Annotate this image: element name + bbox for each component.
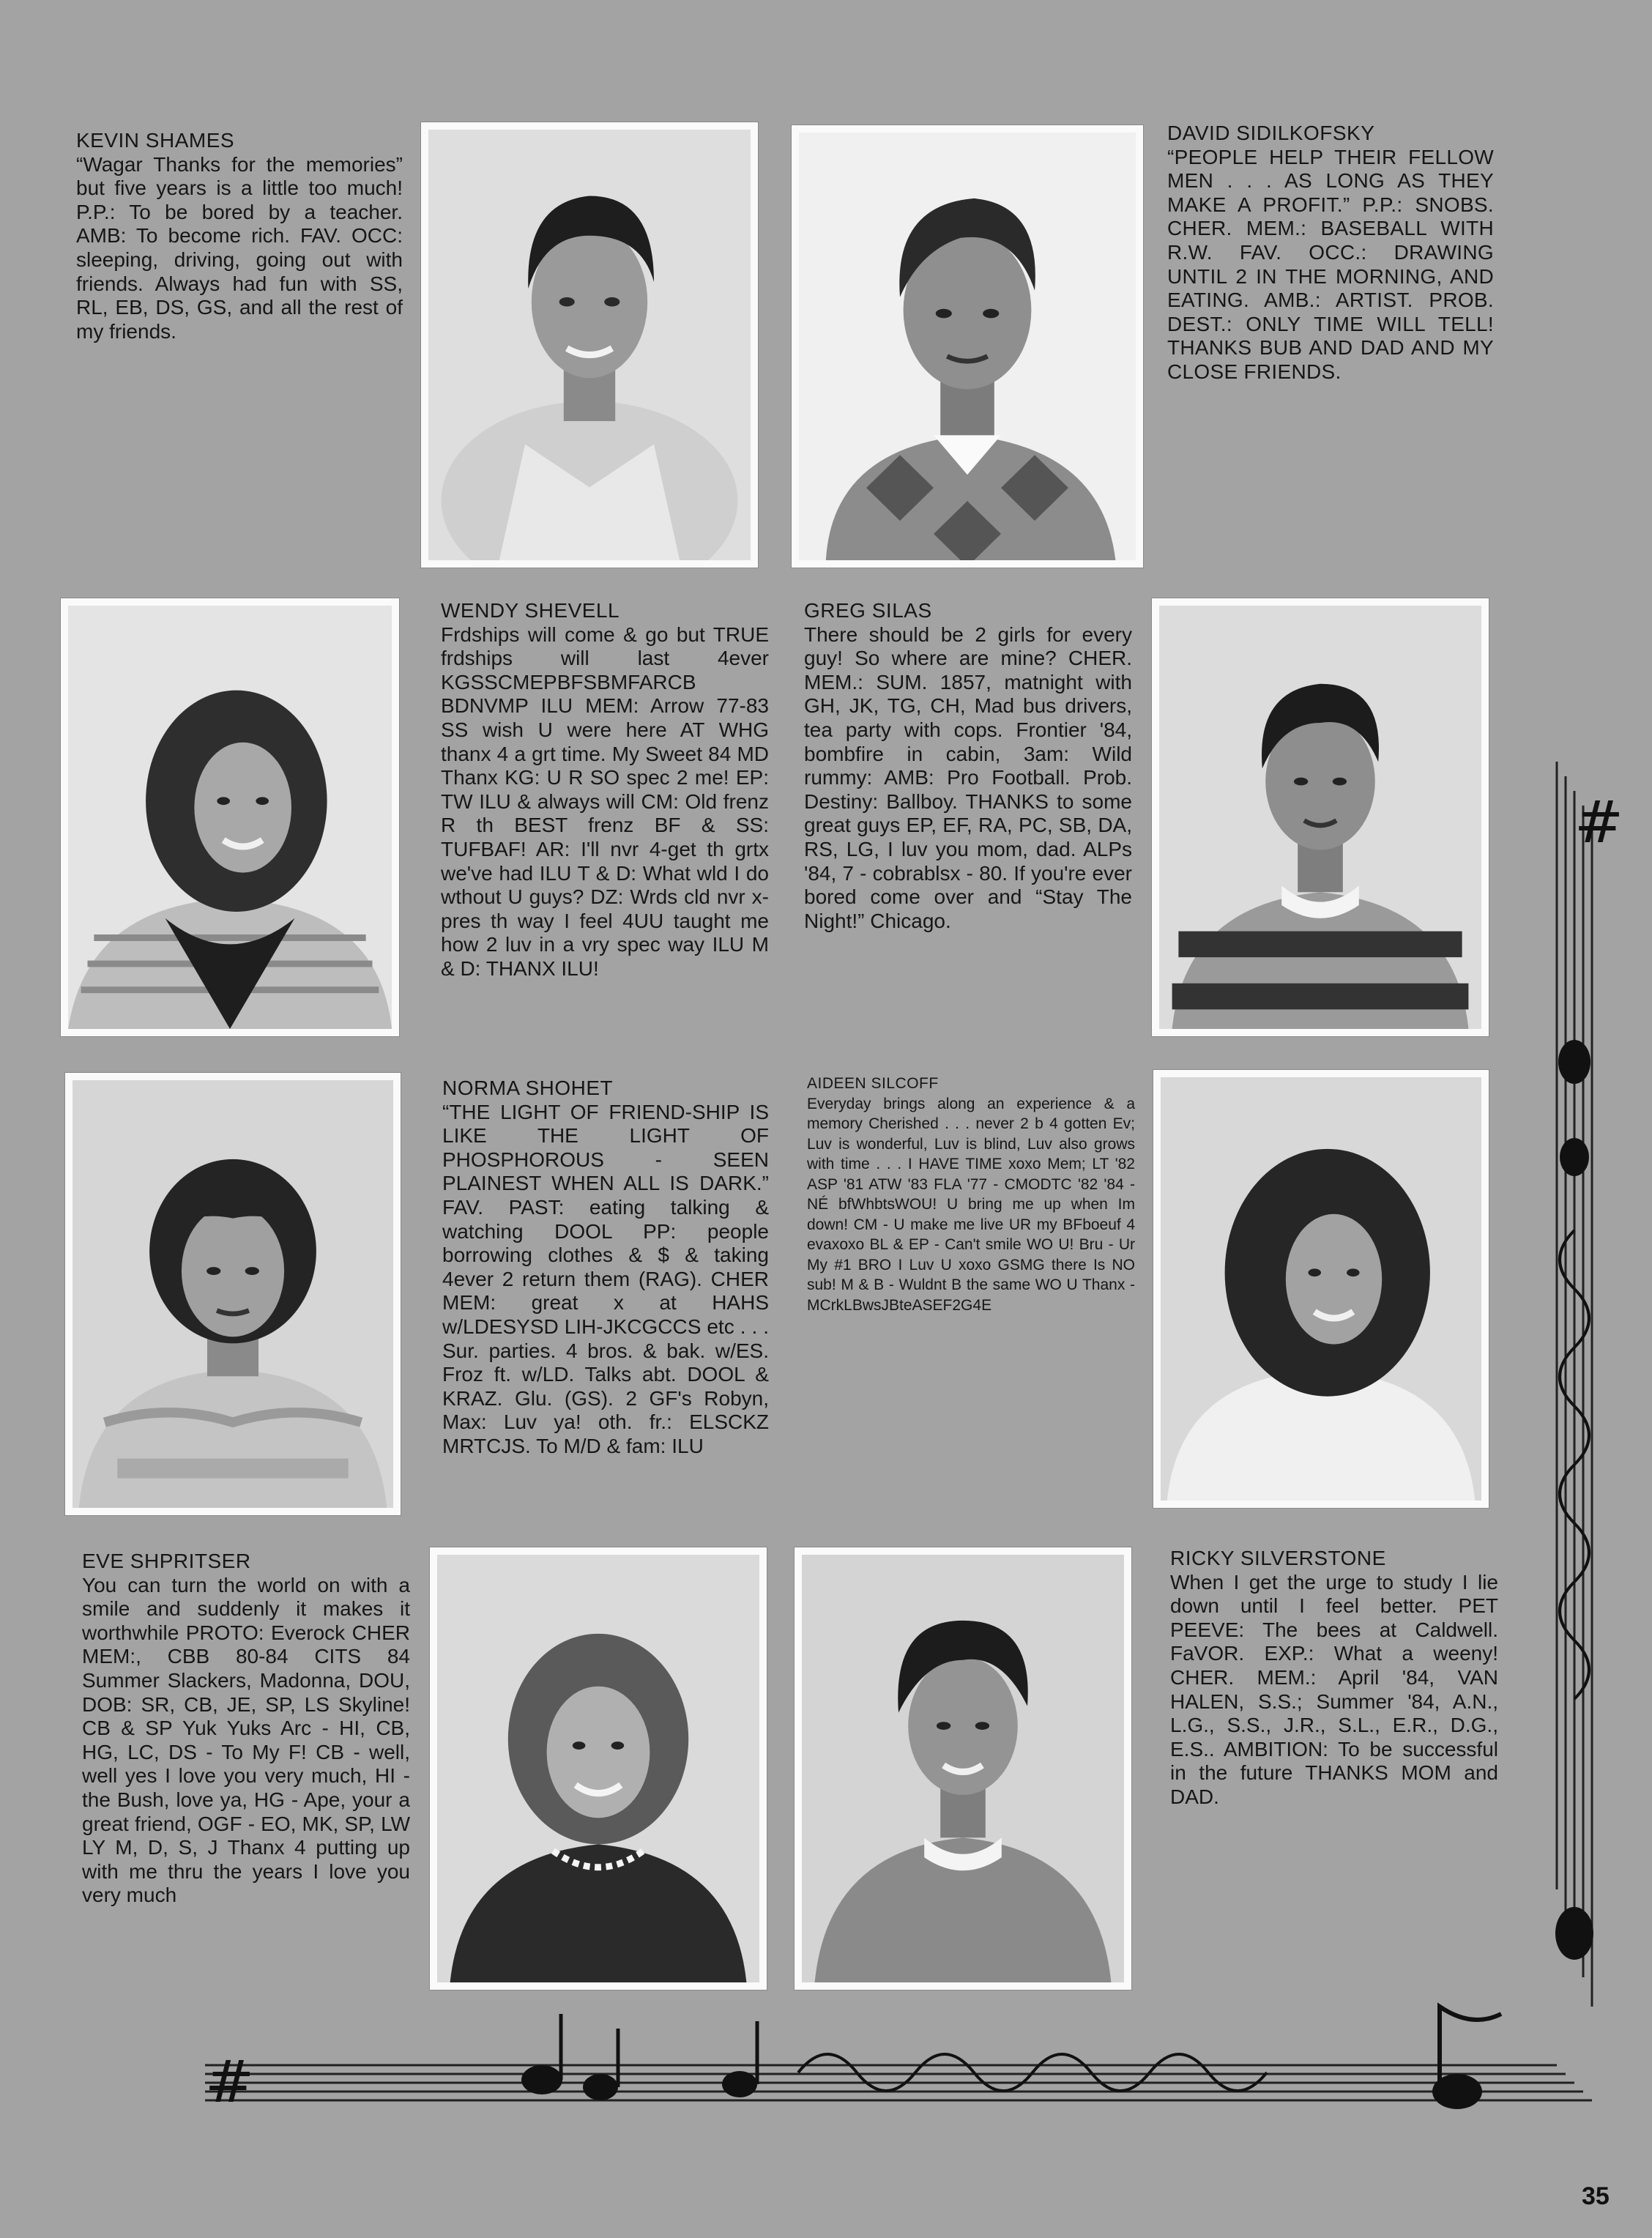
student-name: KEVIN SHAMES xyxy=(76,129,235,152)
student-name: NORMA SHOHET xyxy=(442,1077,614,1099)
page-number: 35 xyxy=(1582,2182,1610,2210)
student-bio: “PEOPLE HELP THEIR FELLOW MEN . . . AS LONG AS THEY MAKE A PROFIT.” P.P.: SNOBS. CHER. MEM.: BASEBALL WITH R.W. FAV. OCC.: DRAWING UNTIL 2 IN THE MORNING, AND EATING. AMB.: ARTIST. PROB. DEST.: ONLY TIME WILL TELL! THANKS BUB AND DAD AND MY CLOSE FRIENDS. xyxy=(1167,145,1494,383)
portrait-image xyxy=(1161,1077,1481,1501)
student-name: EVE SHPRITSER xyxy=(82,1550,251,1572)
student-name: AIDEEN SILCOFF xyxy=(807,1075,939,1092)
student-name: WENDY SHEVELL xyxy=(441,599,620,622)
svg-text:#: # xyxy=(1574,788,1624,856)
student-bio: Frdships will come & go but TRUE frdships will last 4ever KGSSCMEPBFSBMFARCB BDNVMP ILU MEM: Arrow 77-83 SS wish U were here AT WHG thanx 4 a grt time. My Sweet 84 MD Thanx KG: U R SO spec 2 me! EP: TW ILU & always will CM: Old frenz R th BEST frenz BF & SS: TUFBAF! AR: I'll nvr 4-get th grtx we've had ILU T & D: What wld I do wthout U guys? DZ: Wrds cld nvr x-pres th way I feel 4UU taught me how 2 luv in a vry spec way ILU M & D: THANX ILU! xyxy=(441,622,769,980)
bio-greg-silas xyxy=(804,599,1132,933)
portrait-image xyxy=(802,1555,1124,1982)
bio-norma-shohet xyxy=(442,1077,769,1459)
portrait-image xyxy=(68,606,392,1029)
portrait-image xyxy=(799,133,1136,560)
student-name: DAVID SIDILKOFSKY xyxy=(1167,122,1375,144)
portrait-image xyxy=(437,1555,759,1982)
student-bio: Everyday brings along an experience & a memory Cherished . . . never 2 b 4 gotten Ev; Luv is wonderful, Luv is blind, Luv also grows with time . . . I HAVE TIME xoxo Mem; LT '82 ASP '81 ATW '83 FLA '77 - CMODTC '82 '84 - NÉ bfWhbtsWOU! U bring me up when Im down! CM - U make me live UR my BFboeuf 4 evaxoxo BL & EP - Can't smile WO U! Bru - Ur My #1 BRO I Luv U xoxo GSMG there Is NO sub! M & B - Wuldnt B the same WO U Thanx - MCrkLBwsJBteASEF2G4E xyxy=(807,1095,1135,1314)
student-bio: When I get the urge to study I lie down until I feel better. PET PEEVE: The bees at Caldwell. FaVOR. EXP.: What a weeny! CHER. MEM.: April '84, VAN HALEN, S.S.; Summer '84, A.N., L.G., S.S., J.R., S.L., E.R., D.G., E.S.. AMBITION: To be successful in the future THANKS MOM and DAD. xyxy=(1170,1570,1498,1808)
portrait-photo-ricky-silverstone xyxy=(794,1547,1132,1990)
student-bio: “Wagar Thanks for the memories” but five years is a little too much! P.P.: To be bored by a teacher. AMB: To become rich. FAV. OCC: sleeping, driving, going out with friends. Always had fun with SS, RL, EB, DS, GS, and all the rest of my friends. xyxy=(76,152,403,343)
portrait-image xyxy=(428,130,751,560)
student-bio: You can turn the world on with a smile and suddenly it makes it worthwhile PROTO: Everock CHER MEM:, CBB 80-84 CITS 84 Summer Slackers, Madonna, DOU, DOB: SR, CB, JE, SP, LS Skyline! CB & SP Yuk Yuks Arc - HI, CB, HG, LC, DS - To My F! CB - well, well yes I love you very much, HI - the Bush, love ya, HG - Ape, your a great friend, OGF - EO, MK, SP, LW LY M, D, S, J Thanx 4 putting up with me thru the years I love you very much xyxy=(82,1573,410,1907)
bio-ricky-silverstone xyxy=(1170,1547,1498,1810)
bio-kevin-shames xyxy=(76,129,403,343)
portrait-photo-wendy-shevell xyxy=(60,598,400,1037)
portrait-photo-norma-shohet xyxy=(64,1072,401,1516)
portrait-photo-kevin-shames xyxy=(420,122,759,568)
portrait-image xyxy=(72,1080,393,1508)
portrait-image xyxy=(1159,606,1481,1029)
portrait-photo-greg-silas xyxy=(1151,598,1489,1037)
student-name: RICKY SILVERSTONE xyxy=(1170,1547,1386,1569)
bio-aideen-silcoff xyxy=(807,1074,1135,1315)
portrait-photo-david-sidilkofsky xyxy=(791,124,1144,568)
portrait-photo-aideen-silcoff xyxy=(1153,1069,1489,1509)
student-name: GREG SILAS xyxy=(804,599,932,622)
svg-text:#: # xyxy=(205,2048,255,2116)
student-bio: There should be 2 girls for every guy! So where are mine? CHER. MEM.: SUM. 1857, matnight with GH, JK, TG, CH, Mad bus drivers, tea party with cops. Frontier '84, bombfire in cabin, 3am: Wild rummy: AMB: Pro Football. Prob. Destiny: Ballboy. THANKS to some great guys EP, EF, RA, PC, SB, DA, RS, LG, I luv you mom, dad. ALPs '84, 7 - cobrablsx - 80. If you're ever bored come over and “Stay The Night!” Chicago. xyxy=(804,622,1132,932)
portrait-photo-eve-shpritser xyxy=(429,1547,767,1990)
student-bio: “THE LIGHT OF FRIEND-SHIP IS LIKE THE LIGHT OF PHOSPHOROUS - SEEN PLAINEST WHEN ALL IS DARK.” FAV. PAST: eating talking & watching DOOL PP: people borrowing clothes & $ & taking 4ever 2 return them (RAG). CHER MEM: great x at HAHS w/LDESYSD LIH-JKCGCCS etc . . . Sur. parties. 4 bros. & bak. w/ES. Froz ft. w/LD. Talks abt. DOOL & KRAZ. Glu. (GS). 2 GF's Robyn, Max: Luv ya! oth. fr.: ELSCKZ MRTCJS. To M/D & fam: ILU xyxy=(442,1100,769,1457)
bio-david-sidilkofsky xyxy=(1167,122,1494,384)
bio-eve-shpritser xyxy=(82,1550,410,1908)
bio-wendy-shevell xyxy=(441,599,769,981)
